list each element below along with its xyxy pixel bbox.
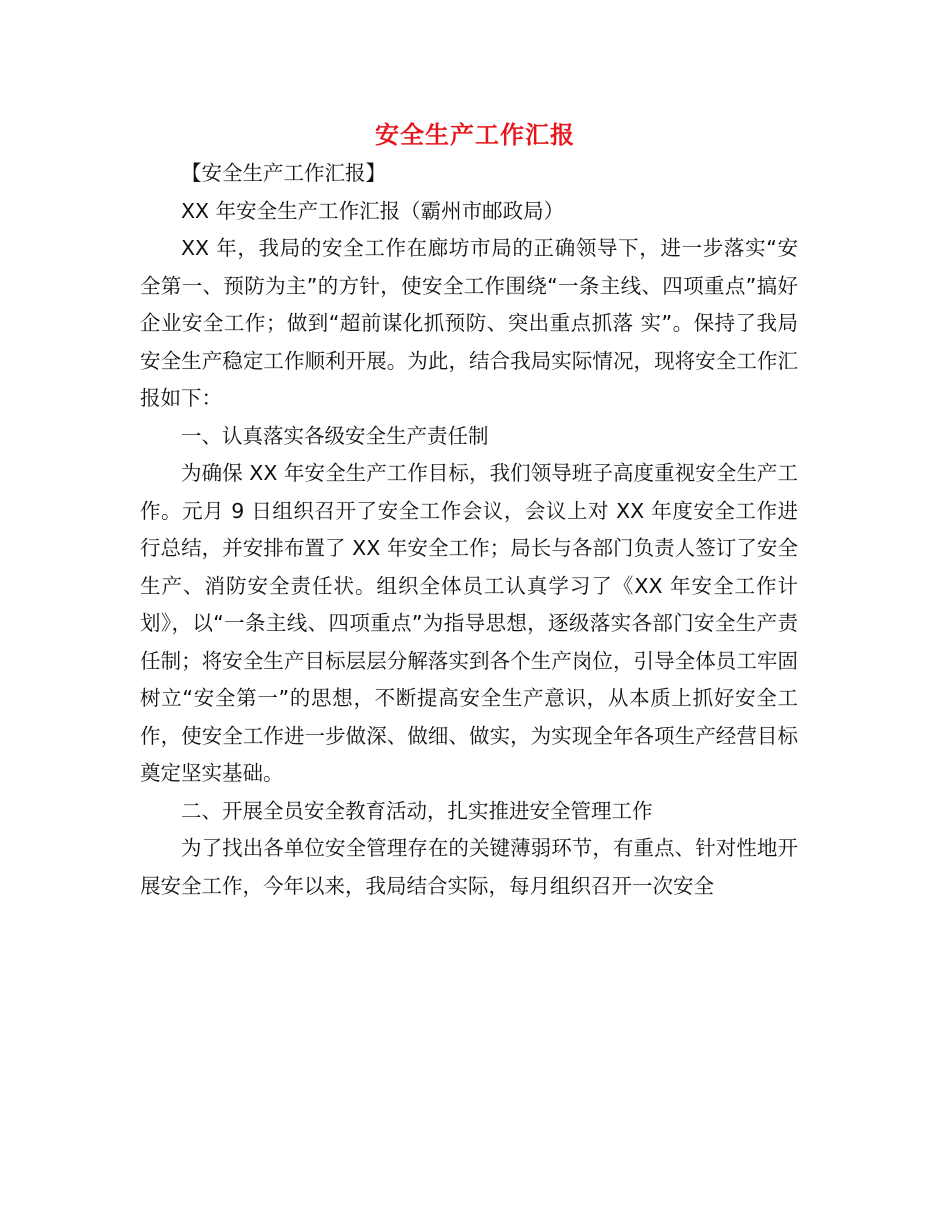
- paragraph-heading-bracket: 【安全生产工作汇报】: [181, 161, 386, 185]
- paragraph-section-1: 为确保 XX 年安全生产工作目标，我们领导班子高度重视安全生产工作。元月 9 日组织召开了安全工作会议，会议上对 XX 年度安全工作进行总结，并安排布置了 XX 年安全工作；局长与各部门负责人签订了安全生产、消防安全责任状。组织全体员工认真学习了《XX 年安全工作计划》，以“一条主线、四项重点”为指导思想，逐级落实各部门安全生产责任制；将安全生产目标层层分解落实到各个生产岗位，引导全体员工牢固树立“安全第一”的思想，不断提高安全生产意识，从本质上抓好安全工作，使安全工作进一步做深、做细、做实，为实现全年各项生产经营目标奠定坚实基础。: [140, 461, 798, 785]
- section-heading-1: 一、认真落实各级安全生产责任制: [181, 423, 489, 448]
- paragraph-report-subtitle: XX 年安全生产工作汇报（霸州市邮政局）: [181, 198, 565, 223]
- paragraph-section-2: 为了找出各单位安全管理存在的关键薄弱环节，有重点、针对性地开展安全工作，今年以来，我局结合实际，每月组织召开一次安全: [140, 836, 798, 898]
- document-body: [140, 155, 798, 905]
- section-heading-2: 二、开展全员安全教育活动，扎实推进安全管理工作: [181, 798, 653, 823]
- paragraph-intro: XX 年，我局的安全工作在廊坊市局的正确领导下，进一步落实“安全第一、预防为主”的方针，使安全工作围绕“一条主线、四项重点”搞好企业安全工作；做到“超前谋化抓预防、突出重点抓落 实”。保持了我局安全生产稳定工作顺利开展。为此，结合我局实际情况，现将安全工作汇报如下：: [140, 236, 798, 410]
- document-title: 安全生产工作汇报: [375, 121, 575, 149]
